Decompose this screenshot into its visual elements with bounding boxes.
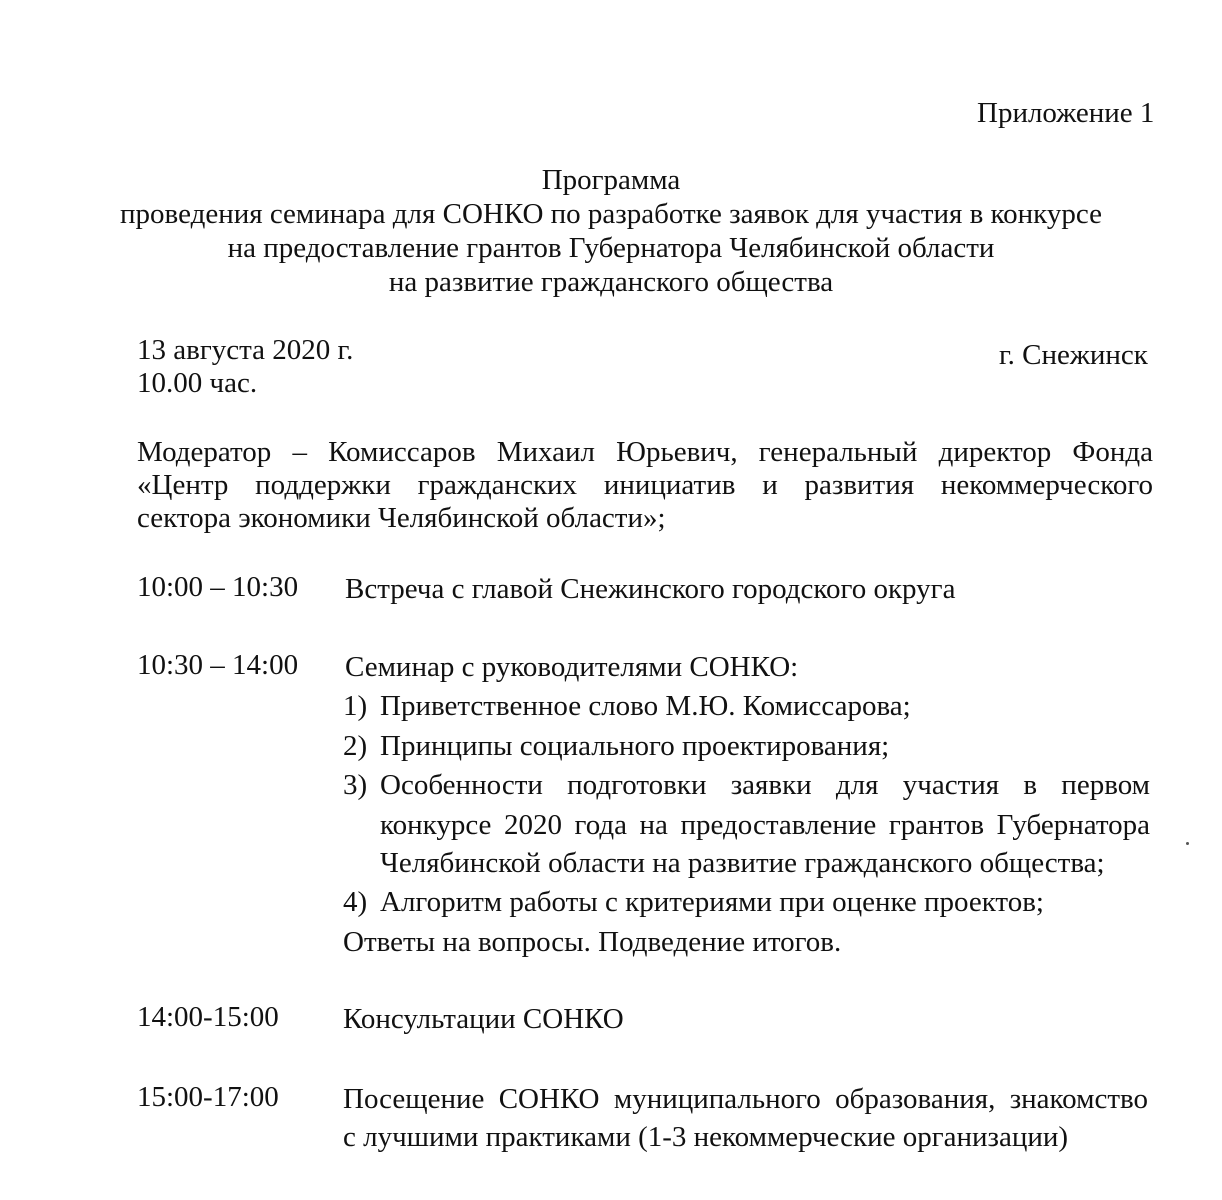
schedule-desc-4-line-1: Посещение СОНКО муниципального образования, знакомство — [343, 1083, 1148, 1115]
schedule-title-1: Встреча с главой Снежинского городского округа — [345, 573, 956, 605]
schedule-time-3: 14:00-15:00 — [137, 1001, 279, 1033]
schedule-desc-4-line-2: с лучшими практиками (1-3 некоммерческие организации) — [343, 1121, 1069, 1153]
list-item-3-line-1: Особенности подготовки заявки для участия в первом — [380, 769, 1150, 801]
schedule-title-3: Консультации СОНКО — [343, 1003, 624, 1035]
schedule-time-1: 10:00 – 10:30 — [137, 571, 299, 603]
schedule-title-2: Семинар с руководителями СОНКО: — [345, 651, 799, 683]
appendix-label: Приложение 1 — [977, 97, 1155, 129]
list-num-3: 3) — [343, 769, 368, 801]
title-line-2: проведения семинара для СОНКО по разработке заявок для участия в конкурсе — [120, 198, 1102, 230]
schedule-time-4: 15:00-17:00 — [137, 1081, 279, 1113]
list-num-2: 2) — [343, 730, 368, 762]
list-item-3-line-2: конкурсе 2020 года на предоставление грантов Губернатора — [380, 809, 1150, 841]
moderator-line-1: Модератор – Комиссаров Михаил Юрьевич, генеральный директор Фонда — [137, 436, 1153, 468]
list-num-1: 1) — [343, 690, 368, 722]
schedule-closing-2: Ответы на вопросы. Подведение итогов. — [343, 926, 842, 958]
title-line-1: Программа — [541, 164, 681, 196]
list-num-4: 4) — [343, 886, 368, 918]
list-item-4: Алгоритм работы с критериями при оценке проектов; — [380, 886, 1044, 918]
event-time: 10.00 час. — [137, 367, 258, 399]
title-line-4: на развитие гражданского общества — [388, 266, 834, 298]
moderator-line-2: «Центр поддержки гражданских инициатив и развития некоммерческого — [137, 469, 1153, 501]
schedule-time-2: 10:30 – 14:00 — [137, 649, 299, 681]
event-date: 13 августа 2020 г. — [137, 334, 354, 366]
event-city: г. Снежинск — [999, 339, 1148, 371]
scan-speck — [1186, 842, 1189, 845]
moderator-line-3: сектора экономики Челябинской области»; — [137, 502, 666, 534]
list-item-3-line-3: Челябинской области на развитие гражданского общества; — [380, 847, 1105, 879]
list-item-2: Принципы социального проектирования; — [380, 730, 890, 762]
list-item-1: Приветственное слово М.Ю. Комиссарова; — [380, 690, 911, 722]
moderator-paragraph — [137, 436, 1153, 535]
title-line-3: на предоставление грантов Губернатора Челябинской области — [227, 232, 995, 264]
